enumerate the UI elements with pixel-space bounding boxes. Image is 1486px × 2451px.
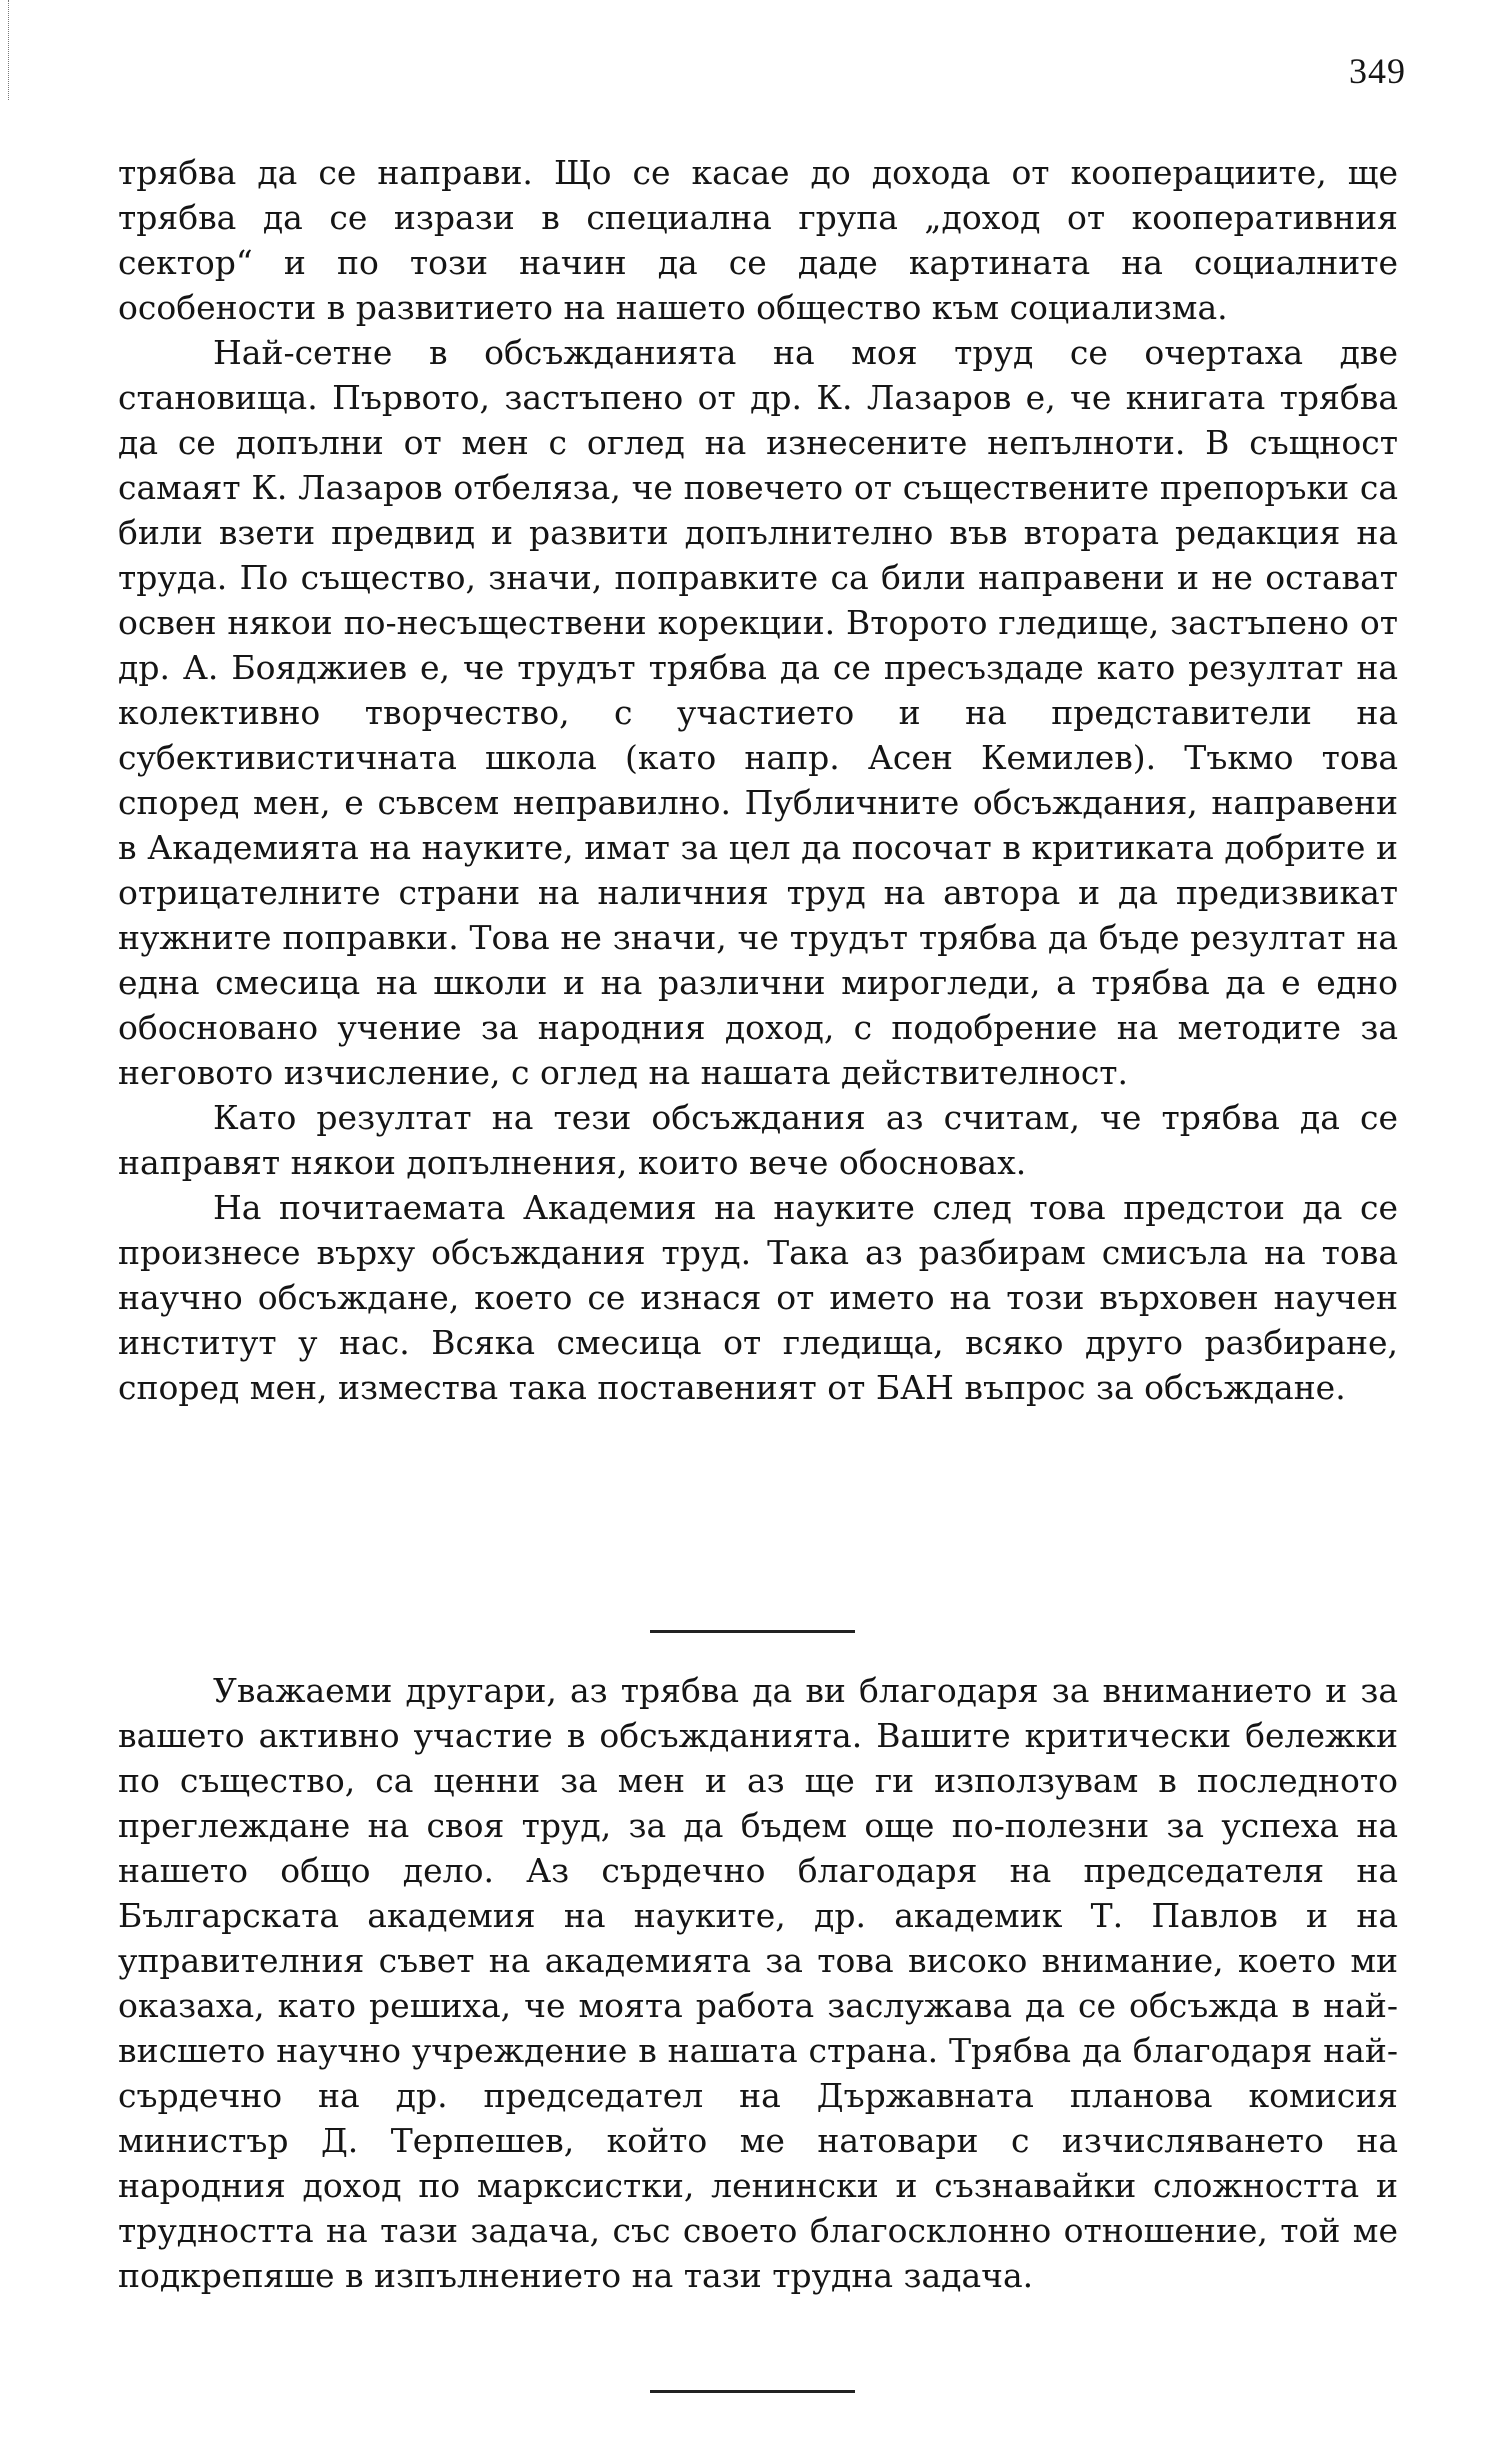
section-divider — [650, 1630, 855, 1633]
paragraph-result: Като резултат на тези обсъждания аз считам, че трябва да се направят някои допълнения, които вече обосновах. — [118, 1098, 1398, 1182]
paragraph-thanks: Уважаеми другари, аз трябва да ви благодаря за вниманието и за вашето активно участие в обсъжданията. Вашите критически бележки по същество, са ценни за мен и аз ще ги използувам в последното преглеждане на своя труд, за да бъдем още по-полезни за успеха на нашето общо дело. Аз сърдечно благодаря на председателя на Българската академия на науките, др. академик Т. Павлов и на управителния съвет на академията за това високо внимание, което ми оказаха, като решиха, че моята работа заслужава да се обсъжда в най-висшето научно учреждение в нашата страна. Трябва да благодаря най-сърдечно на др. председател на Държавната планова комисия министър Д. Терпешев, който ме натовари с изчисляването на народния доход по марксистки, ленински и съзнавайки сложността и трудността на тази задача, със своето благосклонно отношение, той ме подкрепяше в изпълнението на тази трудна задача. — [118, 1671, 1398, 2295]
paragraph-continuation: трябва да се направи. Що се касае до дохода от кооперациите, ще трябва да се изрази в специална група „доход от кооперативния сектор“ и по този начин да се даде картината на социалните особености в развитието на нашето общество към социализма. — [118, 153, 1398, 327]
paragraph-academy: На почитаемата Академия на науките след това предстои да се произнесе върху обсъждания труд. Така аз разбирам смисъла на това научно обсъждане, което се изнася от името на този върховен научен институт у нас. Всяка смесица от гледища, всяко друго разбиране, според мен, измества така поставеният от БАН въпрос за обсъждане. — [118, 1188, 1398, 1407]
main-text-block — [118, 150, 1398, 1410]
end-divider — [650, 2390, 855, 2393]
closing-text-block — [118, 1668, 1398, 2298]
scan-margin-mark — [0, 0, 9, 100]
paragraph-two-views: Най-сетне в обсъжданията на моя труд се очертаха две становища. Първото, застъпено от др. К. Лазаров е, че книгата трябва да се допълни от мен с оглед на изнесените непълноти. В същност самаят К. Лазаров отбеляза, че повечето от съществените препоръки са били взети предвид и развити допълнително във втората редакция на труда. По същество, значи, поправките са били направени и не остават освен някои по-несъществени корекции. Второто гледище, застъпено от др. А. Бояджиев е, че трудът трябва да се пресъздаде като резултат на колективно творчество, с участието и на представители на субективистичната школа (като напр. Асен Кемилев). Тъкмо това според мен, е съвсем неправилно. Публичните обсъждания, направени в Академията на науките, имат за цел да посочат в критиката добрите и отрицателните страни на наличния труд на автора и да предизвикат нужните поправки. Това не значи, че трудът трябва да бъде резултат на една смесица на школи и на различни мирогледи, а трябва да е едно обосновано учение за народния доход, с подобрение на методите за неговото изчисление, с оглед на нашата действителност. — [118, 333, 1398, 1092]
page-number: 349 — [1349, 51, 1406, 91]
